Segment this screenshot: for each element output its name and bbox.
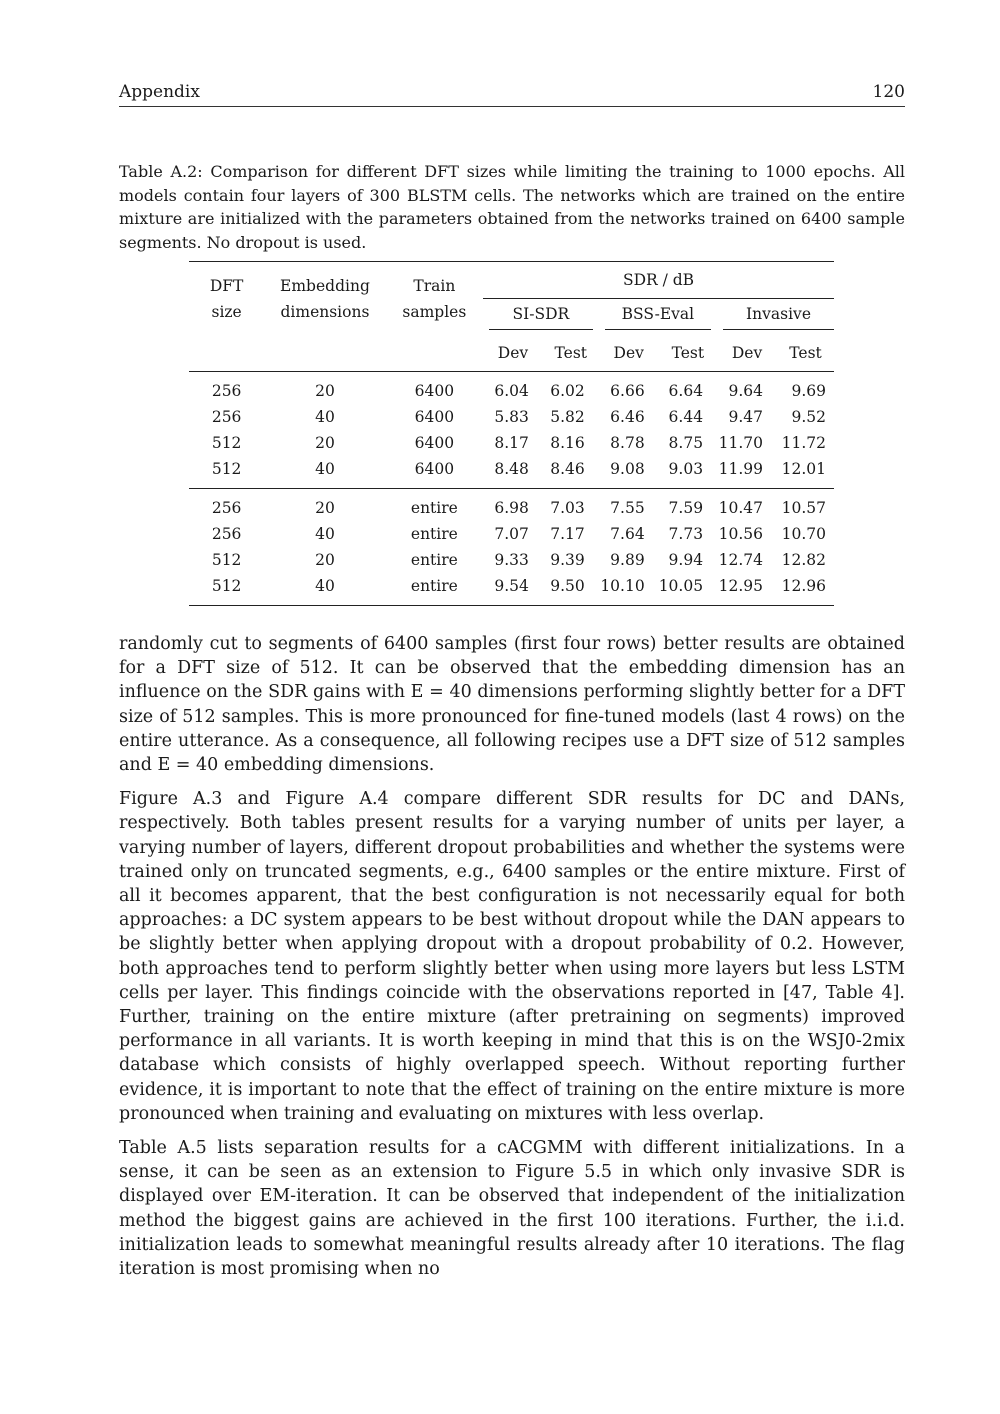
- table-cell: 9.50: [550, 577, 585, 595]
- table-cell: 8.48: [494, 460, 529, 478]
- table-cell: 256: [211, 525, 242, 543]
- paragraph: Figure A.3 and Figure A.4 compare different SDR results for DC and DANs, respectively. Both tables present results for a varying number of units per layer, a varying number of layers, different dropout probabilities and whether the systems were trained only on truncated segments, e.g., 6400 samples or the entire mixture. First of all it becomes apparent, that the best configuration is not necessarily equal for both approaches: a DC system appears to be best without dropout while the DAN appears to be slightly better when applying dropout with a dropout probability of 0.2. However, both approaches tend to perform slightly better when using more layers but less LSTM cells per layer. This findings coincide with the observations reported in [47, Table 4]. Further, training on the entire mixture (after pretraining on segments) improved performance in all variants. It is worth keeping in mind that this is on the WSJ0-2mix database which consists of highly overlapped speech. Without reporting further evidence, it is important to note that the effect of training on the entire mixture is more pronounced when training and evaluating on mixtures with less overlap.: [119, 789, 905, 1124]
- table-cell: 12.96: [781, 577, 826, 595]
- table-cell: 11.72: [781, 434, 826, 452]
- table-cell: 256: [211, 499, 242, 517]
- table-row: [189, 521, 834, 547]
- table-cell: 5.83: [494, 408, 529, 426]
- table-cell: 8.75: [668, 434, 704, 452]
- table-cell: 9.54: [494, 577, 529, 595]
- table-cell: 9.52: [791, 408, 826, 426]
- header-invasive: Invasive: [717, 299, 834, 336]
- table-caption: Table A.2: Comparison for different DFT sizes while limiting the training to 1000 epochs. All models contain four layers of 300 BLSTM cells. The networks which are trained on the entire mixture are initialized with the parameters obtained from the networks trained on 6400 sample segments. No dropout is used.: [119, 162, 905, 252]
- table-cell: 11.70: [718, 434, 764, 452]
- table-cell: 10.47: [718, 499, 764, 517]
- header-embedding: Embedding dimensions: [280, 276, 370, 321]
- table-row: [189, 573, 834, 599]
- header-dev: Dev: [613, 344, 644, 362]
- page-number: 120: [872, 82, 905, 102]
- table-cell: 512: [211, 551, 242, 569]
- table-cell: 10.56: [718, 525, 764, 543]
- table-cell: 7.17: [550, 525, 585, 543]
- header-bss-eval: BSS-Eval: [599, 299, 717, 336]
- table-cell: 40: [315, 408, 335, 426]
- table-cell: 6400: [414, 382, 455, 400]
- table-cell: entire: [410, 577, 458, 595]
- paragraph: Table A.5 lists separation results for a cACGMM with different initializations. In a sense, it can be seen as an extension to Figure 5.5 in which only invasive SDR is displayed over EM-iteration. It can be observed that independent of the initialization method the biggest gains are achieved in the first 100 iterations. Further, the i.i.d. initialization leads to somewhat meaningful results already after 10 iterations. The flag iteration is most promising when no: [119, 1138, 905, 1280]
- table-cell: 6400: [414, 434, 455, 452]
- table-cell: entire: [410, 551, 458, 569]
- table-cell: 256: [211, 408, 242, 426]
- table-cell: 8.78: [610, 434, 645, 452]
- running-header: [119, 80, 905, 107]
- table-cell: 6.64: [668, 382, 704, 400]
- header-test: Test: [789, 344, 822, 362]
- table-cell: 512: [211, 460, 242, 478]
- body-text: [119, 632, 905, 1291]
- table-cell: 8.17: [494, 434, 529, 452]
- table-row: [189, 495, 834, 521]
- header-train-samples: Train samples: [402, 276, 467, 321]
- section-title: Appendix: [119, 82, 200, 102]
- table-cell: 20: [315, 551, 335, 569]
- table-cell: 12.82: [781, 551, 826, 569]
- table-cell: 9.89: [610, 551, 645, 569]
- table-cell: 8.16: [550, 434, 585, 452]
- header-test: Test: [554, 344, 588, 362]
- results-table: [189, 261, 834, 606]
- table-cell: 7.64: [610, 525, 645, 543]
- table-cell: 7.03: [550, 499, 585, 517]
- table-cell: 40: [315, 577, 335, 595]
- table-cell: 9.94: [668, 551, 704, 569]
- table-row: [189, 404, 834, 430]
- header-sdr-group: SDR / dB: [483, 262, 834, 299]
- header-dev: Dev: [731, 344, 763, 362]
- table-cell: 10.10: [600, 577, 645, 595]
- table-cell: 12.95: [718, 577, 764, 595]
- table-cell: 20: [315, 499, 335, 517]
- table-row: [189, 378, 834, 404]
- table-cell: 10.05: [658, 577, 704, 595]
- table-cell: 10.70: [781, 525, 826, 543]
- table-cell: 7.73: [668, 525, 704, 543]
- table-cell: 12.74: [718, 551, 764, 569]
- table-cell: 8.46: [550, 460, 585, 478]
- table-cell: 9.69: [791, 382, 826, 400]
- table-cell: 9.33: [494, 551, 529, 569]
- table-cell: 9.39: [550, 551, 585, 569]
- header-dev: Dev: [497, 344, 529, 362]
- paragraph: randomly cut to segments of 6400 samples (first four rows) better results are obtained for a DFT size of 512. It can be observed that the embedding dimension has an influence on the SDR gains with E = 40 dimensions performing slightly better for a DFT size of 512 samples. This is more pronounced for fine-tuned models (last 4 rows) on the entire utterance. As a consequence, all following recipes use a DFT size of 512 samples and E = 40 embedding dimensions.: [119, 634, 905, 776]
- table-cell: 9.08: [610, 460, 645, 478]
- table-cell: 7.59: [668, 499, 704, 517]
- table-row: [189, 430, 834, 456]
- table-cell: 20: [315, 382, 335, 400]
- table-cell: 9.03: [668, 460, 704, 478]
- table-row: [189, 547, 834, 573]
- table-cell: 11.99: [718, 460, 764, 478]
- table-cell: 9.47: [728, 408, 764, 426]
- table-cell: 9.64: [728, 382, 764, 400]
- table-cell: 40: [315, 525, 335, 543]
- header-test: Test: [671, 344, 705, 362]
- table-cell: 7.07: [494, 525, 529, 543]
- table-cell: 5.82: [550, 408, 585, 426]
- table-cell: 256: [211, 382, 242, 400]
- table-cell: entire: [410, 499, 458, 517]
- table-cell: 6.66: [610, 382, 645, 400]
- table-cell: 6.44: [668, 408, 704, 426]
- table-cell: 7.55: [610, 499, 645, 517]
- table-cell: 12.01: [781, 460, 826, 478]
- table-cell: 6.04: [494, 382, 529, 400]
- table-cell: 40: [315, 460, 335, 478]
- table-cell: 6400: [414, 460, 455, 478]
- table-cell: 6.46: [610, 408, 645, 426]
- header-si-sdr: SI-SDR: [483, 299, 599, 336]
- table-cell: 6.02: [550, 382, 585, 400]
- table-block-entire: [189, 489, 834, 606]
- table-cell: entire: [410, 525, 458, 543]
- table-cell: 10.57: [781, 499, 826, 517]
- table-cell: 6.98: [494, 499, 529, 517]
- table-block-segments: [189, 372, 834, 489]
- table-cell: 512: [211, 577, 242, 595]
- header-dft: DFT size: [209, 276, 244, 321]
- table-cell: 6400: [414, 408, 455, 426]
- table-row: [189, 456, 834, 482]
- table-cell: 20: [315, 434, 335, 452]
- table-cell: 512: [211, 434, 242, 452]
